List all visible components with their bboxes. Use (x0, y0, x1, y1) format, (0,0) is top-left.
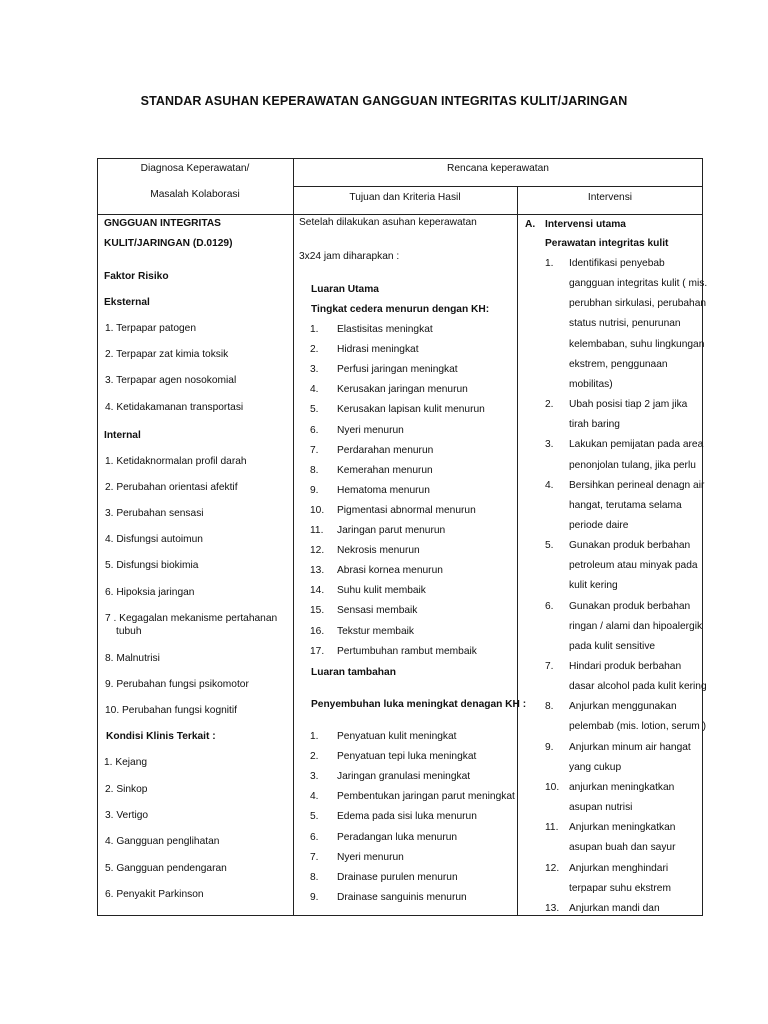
list-item: Nyeri menurun (337, 851, 404, 863)
list-number: 16. (310, 625, 325, 637)
list-item: petroleum atau minyak pada (569, 560, 698, 572)
list-item: Anjurkan minum air hangat (569, 741, 691, 753)
list-number: 1. (310, 324, 319, 335)
list-number: 7. (310, 851, 319, 863)
list-item: Anjurkan menghindari (569, 862, 669, 874)
list-number: 4. (310, 384, 319, 396)
list-number: 10. (310, 504, 325, 516)
list-number: 6. (310, 424, 319, 436)
section-number: A. (525, 219, 536, 230)
list-item: Gunakan produk berbahan (569, 600, 691, 612)
list-item: Kerusakan jaringan menurun (337, 384, 468, 396)
list-number: 11. (545, 822, 559, 834)
list-item: 5. Disfungsi biokimia (105, 560, 199, 571)
list-item: 3. Vertigo (105, 810, 149, 821)
list-number: 8. (545, 701, 554, 713)
list-item: 2. Sinkop (105, 784, 148, 795)
list-number: 6. (310, 831, 319, 843)
section-heading: Eksternal (104, 297, 150, 308)
list-item: Kemerahan menurun (337, 464, 433, 476)
list-item: pelembab (mis. lotion, serum ) (569, 721, 707, 733)
list-item: Hematoma menurun (337, 484, 430, 496)
list-item: dasar alcohol pada kulit kering (569, 681, 707, 693)
list-number: 15. (310, 605, 325, 617)
list-number: 11. (310, 525, 324, 536)
list-item: 4. Disfungsi autoimun (105, 534, 203, 545)
list-number: 3. (310, 364, 319, 376)
list-number: 7. (545, 661, 554, 672)
list-item: 10. Perubahan fungsi kognitif (105, 705, 237, 716)
header-diagnosa: Diagnosa Keperawatan/ (140, 163, 250, 174)
divider (517, 186, 518, 916)
list-item: Edema pada sisi luka menurun (337, 811, 477, 823)
section-heading: Faktor Risiko (104, 271, 169, 282)
list-item: Drainase sanguinis menurun (337, 891, 467, 903)
list-item: 2. Perubahan orientasi afektif (105, 482, 238, 493)
list-item: Tekstur membaik (337, 625, 414, 637)
list-item: 1. Terpapar patogen (105, 323, 197, 334)
section-heading: Internal (104, 430, 141, 441)
list-item: Identifikasi penyebab (569, 258, 665, 269)
list-number: 1. (310, 731, 319, 742)
list-item: ringan / alami dan hipoalergik (569, 620, 703, 632)
section-heading: Perawatan integritas kulit (545, 238, 669, 249)
list-number: 10. (545, 781, 560, 793)
list-item: Pertumbuhan rambut membaik (337, 645, 477, 657)
list-number: 6. (545, 600, 554, 612)
list-number: 5. (310, 811, 319, 823)
list-number: 17. (310, 645, 325, 657)
list-item: 1. Ketidaknormalan profil darah (105, 456, 247, 467)
header-masalah: Masalah Kolaborasi (150, 189, 240, 200)
list-item: kelembaban, suhu lingkungan (569, 338, 705, 350)
list-item: Anjurkan menggunakan (569, 701, 677, 713)
list-item: pada kulit sensitive (569, 640, 656, 652)
list-item: 8. Malnutrisi (105, 653, 160, 664)
list-item: mobilitas) (569, 378, 613, 390)
diagnosa-title: KULIT/JARINGAN (D.0129) (104, 238, 233, 249)
intro-text: 3x24 jam diharapkan : (299, 251, 400, 262)
list-item: Nekrosis menurun (337, 545, 420, 557)
list-item: 4. Ketidakamanan transportasi (105, 402, 244, 413)
intro-text: Setelah dilakukan asuhan keperawatan (299, 217, 477, 228)
list-item: tirah baring (569, 419, 620, 431)
list-number: 5. (545, 540, 554, 552)
list-item: hangat, terutama selama (569, 499, 682, 511)
page-title: STANDAR ASUHAN KEPERAWATAN GANGGUAN INTEGRITAS KULIT/JARINGAN (140, 94, 628, 108)
divider (293, 186, 703, 187)
list-item: 6. Hipoksia jaringan (105, 587, 195, 598)
list-item: Jaringan granulasi meningkat (337, 771, 471, 783)
list-item: status nutrisi, penurunan (569, 318, 681, 330)
list-item: Pigmentasi abnormal menurun (337, 504, 476, 516)
list-item: 3. Perubahan sensasi (105, 508, 204, 519)
list-item: Anjurkan mandi dan (569, 902, 660, 914)
list-number: 3. (545, 439, 554, 451)
list-item: Anjurkan meningkatkan (569, 822, 676, 834)
list-item: asupan nutrisi (569, 802, 633, 814)
list-item: 4. Gangguan penglihatan (105, 836, 220, 847)
list-item: 1. Kejang (104, 757, 148, 768)
list-number: 2. (545, 399, 554, 411)
list-number: 9. (545, 741, 554, 753)
list-item: Drainase purulen menurun (337, 871, 458, 883)
list-item: 7 . Kegagalan mekanisme pertahanan (105, 613, 278, 624)
list-number: 1. (545, 258, 554, 269)
header-tujuan: Tujuan dan Kriteria Hasil (349, 192, 461, 203)
list-item: Hidrasi meningkat (337, 344, 419, 356)
list-number: 12. (310, 545, 325, 557)
list-number: 2. (310, 344, 319, 356)
list-item: Perdarahan menurun (337, 444, 434, 456)
list-item: 3. Terpapar agen nosokomial (105, 375, 237, 386)
list-item: Abrasi kornea menurun (337, 565, 443, 577)
list-number: 12. (545, 862, 560, 874)
list-item: 9. Perubahan fungsi psikomotor (105, 679, 249, 690)
list-item: yang cukup (569, 761, 622, 773)
list-number: 14. (310, 585, 325, 597)
list-number: 13. (310, 565, 325, 577)
list-number: 5. (310, 404, 319, 416)
section-heading: Luaran tambahan (311, 667, 396, 678)
list-item: 6. Penyakit Parkinson (105, 889, 204, 900)
section-heading: Tingkat cedera menurun dengan KH: (311, 304, 490, 315)
list-item: Elastisitas meningkat (337, 324, 433, 335)
list-number: 2. (310, 751, 319, 763)
list-item: penonjolan tulang, jika perlu (569, 459, 696, 471)
list-item: periode daire (569, 519, 629, 531)
list-item: Lakukan pemijatan pada area (569, 439, 704, 451)
section-heading: Penyembuhan luka meningkat denagan KH : (311, 699, 527, 710)
header-intervensi: Intervensi (587, 192, 633, 203)
list-number: 9. (310, 891, 319, 903)
section-heading: Kondisi Klinis Terkait : (106, 731, 216, 742)
list-number: 13. (545, 902, 560, 914)
list-item: 2. Terpapar zat kimia toksik (105, 349, 229, 360)
list-item: Pembentukan jaringan parut meningkat (337, 791, 515, 803)
list-item: Penyatuan kulit meningkat (337, 731, 457, 742)
list-number: 3. (310, 771, 319, 783)
list-number: 7. (310, 444, 319, 456)
list-item: asupan buah dan sayur (569, 842, 676, 854)
list-item: 5. Gangguan pendengaran (105, 863, 227, 874)
list-number: 8. (310, 871, 319, 883)
list-item: gangguan integritas kulit ( mis. (569, 278, 708, 290)
list-item: Sensasi membaik (337, 605, 418, 617)
list-item: Peradangan luka menurun (337, 831, 458, 843)
list-item: Penyatuan tepi luka meningkat (337, 751, 477, 763)
list-number: 8. (310, 464, 319, 476)
divider (97, 214, 703, 215)
list-item: Kerusakan lapisan kulit menurun (337, 404, 485, 416)
list-item: Nyeri menurun (337, 424, 404, 436)
divider (293, 158, 294, 916)
list-number: 4. (545, 479, 554, 491)
list-item: ekstrem, penggunaan (569, 358, 668, 370)
section-heading: Intervensi utama (545, 219, 626, 230)
list-item: Perfusi jaringan meningkat (337, 364, 458, 376)
list-item: Ubah posisi tiap 2 jam jika (569, 399, 688, 411)
list-item: Suhu kulit membaik (337, 585, 426, 597)
header-rencana: Rencana keperawatan (447, 163, 549, 174)
list-item: tubuh (116, 626, 142, 637)
list-item: perubhan sirkulasi, perubahan (569, 298, 707, 310)
list-item: Gunakan produk berbahan (569, 540, 691, 552)
list-item: Bersihkan perineal denagn air (569, 479, 705, 491)
section-heading: Luaran Utama (311, 284, 379, 295)
list-item: terpapar suhu ekstrem (569, 882, 671, 894)
list-number: 4. (310, 791, 319, 803)
list-item: anjurkan meningkatkan (569, 781, 675, 793)
list-item: Hindari produk berbahan (569, 661, 682, 672)
list-item: Jaringan parut menurun (337, 525, 446, 536)
list-number: 9. (310, 484, 319, 496)
diagnosa-title: GNGGUAN INTEGRITAS (104, 218, 221, 229)
list-item: kulit kering (569, 580, 618, 592)
